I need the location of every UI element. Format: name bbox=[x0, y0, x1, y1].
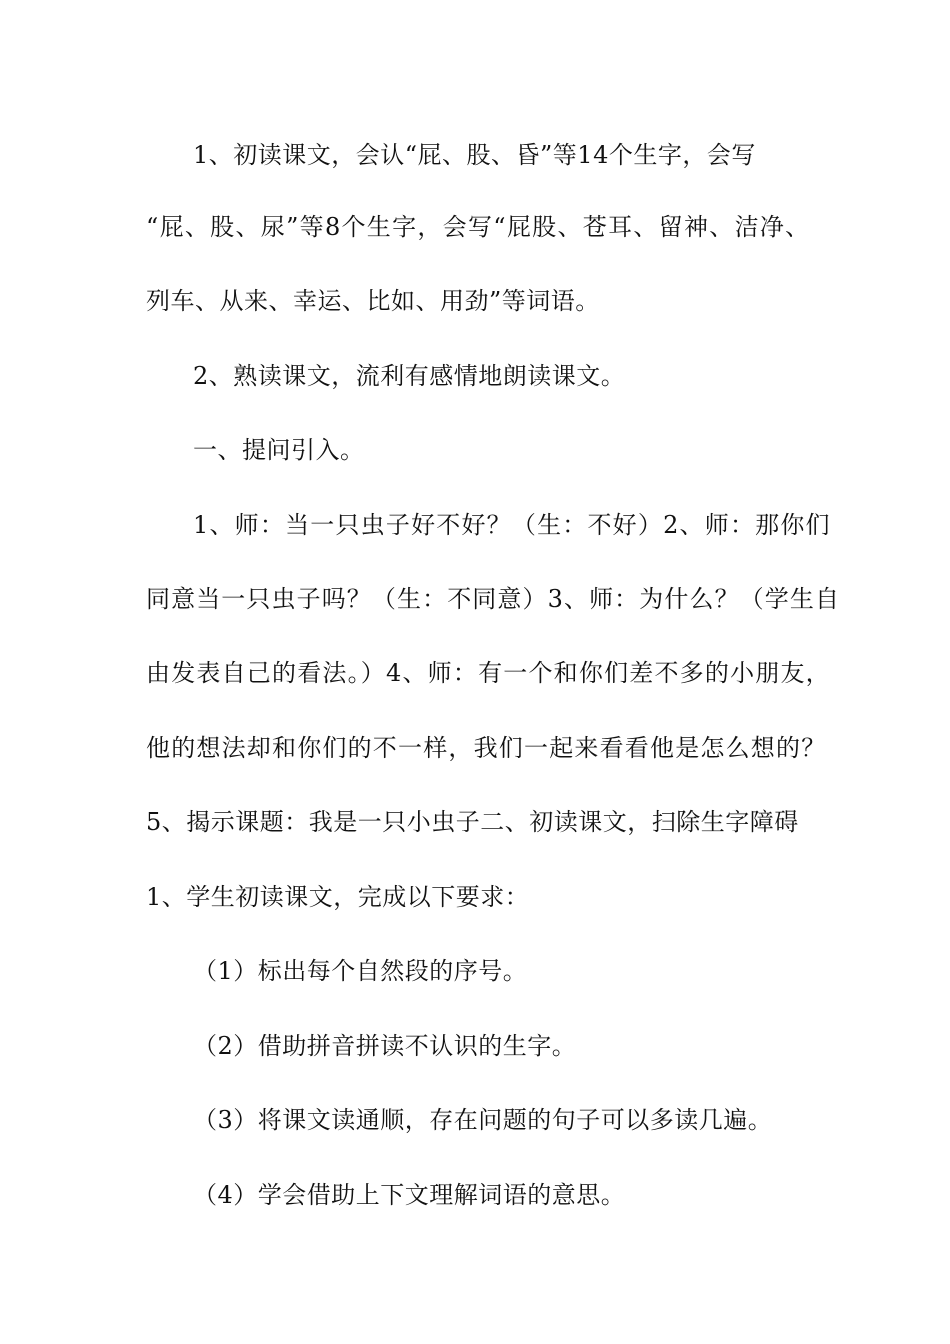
text-line-topic-reveal: 5、揭示课题：我是一只小虫子二、初读课文，扫除生字障碍 bbox=[146, 808, 799, 836]
list-item-requirement-2: （2）借助拼音拼读不认识的生字。 bbox=[193, 1032, 577, 1060]
list-item-requirement-1: （1）标出每个自然段的序号。 bbox=[193, 957, 528, 985]
list-item-requirement-4: （4）学会借助上下文理解词语的意思。 bbox=[193, 1181, 626, 1209]
text-line-dialogue-3: 由发表自己的看法。）4、师：有一个和你们差不多的小朋友， bbox=[146, 659, 831, 687]
text-line-dialogue-4: 他的想法却和你们的不一样，我们一起来看看他是怎么想的？ bbox=[146, 734, 827, 762]
text-line-dialogue-1: 1、师：当一只虫子好不好？（生：不好）2、师：那你们 bbox=[193, 511, 831, 539]
text-line-objective-1-cont: “屁、股、尿”等8个生字，会写“屁股、苍耳、留神、洁净、 bbox=[146, 213, 811, 241]
section-heading-intro: 一、提问引入。 bbox=[193, 436, 365, 464]
text-line-dialogue-2: 同意当一只虫子吗？（生：不同意）3、师：为什么？（学生自 bbox=[146, 585, 841, 613]
text-line-objective-2: 2、熟读课文，流利有感情地朗读课文。 bbox=[193, 362, 626, 390]
text-line-objective-1-end: 列车、从来、幸运、比如、用劲”等词语。 bbox=[146, 287, 600, 315]
list-item-requirement-3: （3）将课文读通顺，存在问题的句子可以多读几遍。 bbox=[193, 1106, 773, 1134]
text-line-first-reading: 1、学生初读课文，完成以下要求： bbox=[146, 883, 530, 911]
text-line-objective-1: 1、初读课文，会认“屁、股、昏”等14个生字，会写 bbox=[193, 141, 756, 169]
